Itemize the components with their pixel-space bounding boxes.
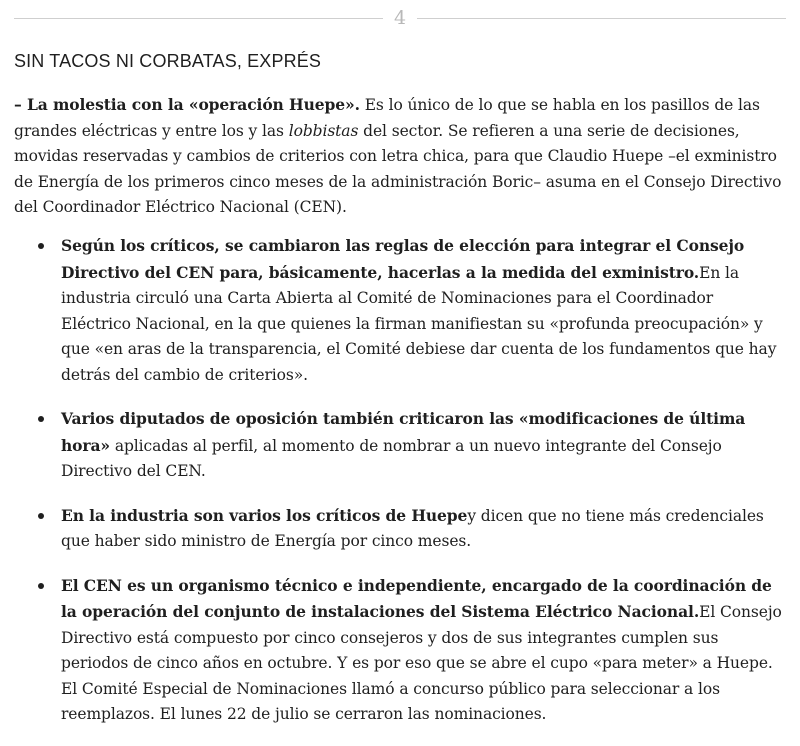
intro-lead: – La molestia con la «operación Huepe».: [14, 95, 360, 114]
divider-right: [417, 18, 786, 19]
bullet-item: [14, 503, 786, 555]
bullet-dot-icon: [38, 583, 44, 589]
intro-paragraph: [14, 92, 786, 221]
intro-italic: lobbistas: [288, 121, 359, 140]
divider-left: [14, 18, 383, 19]
intro-text-1: Es lo único de lo que se habla en los pasillos de las grandes eléctricas y entre los y las: [14, 96, 760, 140]
intro-text-2: del sector. Se refieren a una serie de decisiones, movidas reservadas y cambios de criterios con letra chica, para que Claudio Huepe –el exministro de Energía de los primeros cinco meses de la administración Boric– asuma en el Consejo Directivo del Coordinador Eléctrico Nacional (CEN).: [14, 121, 782, 216]
page-number: 4: [393, 7, 407, 29]
section-title: SIN TACOS NI CORBATAS, EXPRÉS: [14, 51, 322, 71]
bullet-item: [14, 573, 786, 728]
bullet-dot-icon: [38, 513, 44, 519]
bullet-text: En la industria circuló una Carta Abierta al Comité de Nominaciones para el Coordinador Eléctrico Nacional, en la que quienes la firman manifiestan su «profunda preocupación» y que «en aras de la transparencia, el Comité debiese dar cuenta de los fundamentos que hay detrás del cambio de criterios».: [61, 263, 777, 384]
bullet-dot-icon: [38, 416, 44, 422]
bullet-bold: El CEN es un organismo técnico e independiente, encargado de la coordinación de la operación del conjunto de instalaciones del Sistema Eléctrico Nacional.: [61, 575, 772, 621]
bullet-text: y dicen que no tiene más credenciales que haber sido ministro de Energía por cinco meses.: [61, 506, 764, 550]
bullet-dot-icon: [38, 243, 44, 249]
bullet-item: [14, 233, 786, 388]
bullet-text: El Consejo Directivo está compuesto por cinco consejeros y dos de sus integrantes cumplen sus periodos de cinco años en octubre. Y es por eso que se abre el cupo «para meter» a Huepe. El Comité Especial de Nominaciones llamó a concurso público para seleccionar a los reemplazos. El lunes 22 de julio se cerraron las nominaciones.: [61, 603, 782, 723]
bullet-text: aplicadas al perfil, al momento de nombrar a un nuevo integrante del Consejo Directivo del CEN.: [61, 436, 722, 480]
bullet-bold: Varios diputados de oposición también criticaron las «modificaciones de última hora»: [61, 409, 746, 455]
page-number-divider: [14, 6, 786, 30]
bullet-bold: Según los críticos, se cambiaron las reglas de elección para integrar el Consejo Directivo del CEN para, básicamente, hacerlas a la medida del exministro.: [61, 236, 745, 282]
bullet-item: [14, 406, 786, 485]
bullet-list: [14, 233, 786, 746]
bullet-bold: En la industria son varios los críticos de Huepe: [61, 505, 468, 525]
